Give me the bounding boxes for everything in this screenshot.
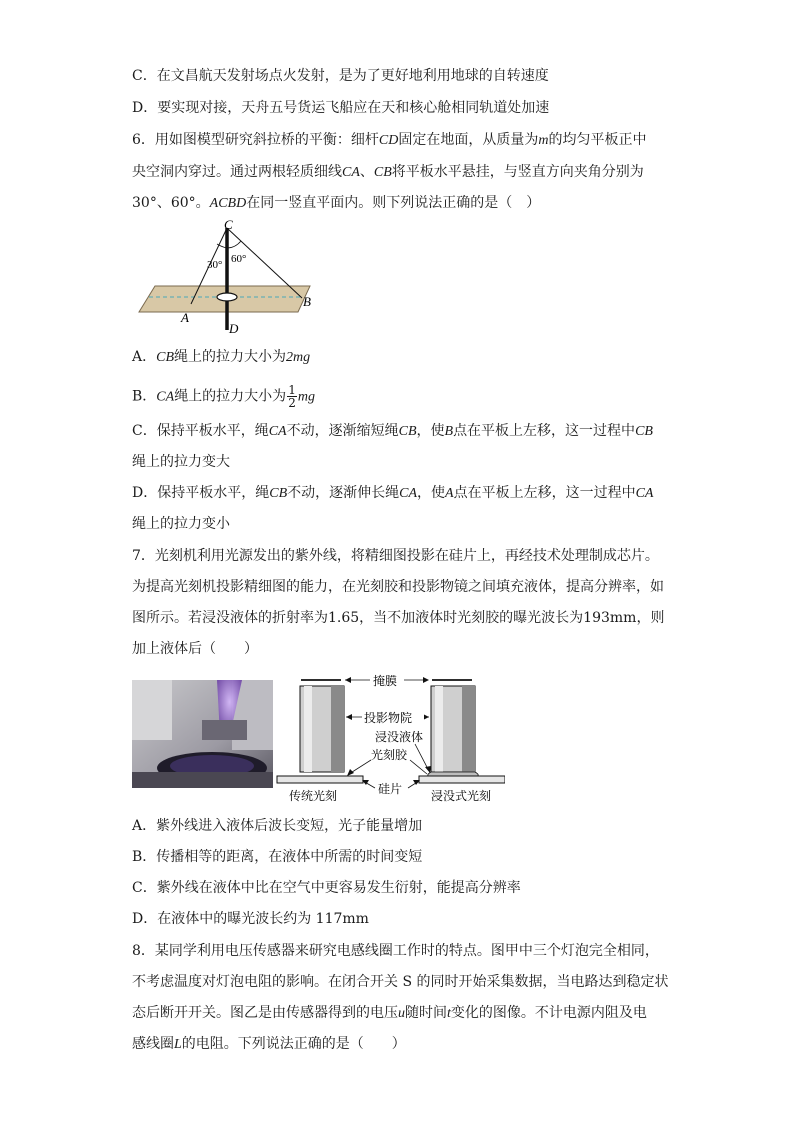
q6-stem-line1: 6．用如图模型研究斜拉桥的平衡：细杆CD固定在地面，从质量为m的均匀平板正中	[132, 132, 647, 148]
wafer-left	[277, 776, 363, 783]
label-30deg: 30°	[207, 259, 223, 271]
q7-stem-line4: 加上液体后（ ）	[132, 641, 258, 657]
lithography-photo	[132, 680, 273, 788]
q6-option-c-line2: 绳上的拉力变大	[132, 454, 230, 470]
option-d-prev: D．要实现对接，天舟五号货运飞船应在天和核心舱相同轨道处加速	[132, 100, 550, 116]
q8-stem-line1: 8．某同学利用电压传感器来研究电感线圈工作时的特点。图甲中三个灯泡完全相同，	[132, 943, 659, 959]
q6-bridge-diagram	[135, 218, 325, 340]
q6-option-d-line1: D．保持平板水平，绳CB不动，逐渐伸长绳CA，使A点在平板上左移，这一过程中CA	[132, 485, 654, 501]
label-wafer: 硅片	[378, 782, 403, 796]
caption-immersion: 浸没式光刻	[431, 789, 492, 803]
caption-traditional: 传统光刻	[289, 789, 338, 803]
label-60deg: 60°	[231, 253, 247, 265]
q6-option-b: B．CA绳上的拉力大小为 $\frac{1}{2}$ mg	[132, 383, 315, 410]
q8-stem-line4: 感线圈L的电阻。下列说法正确的是（ ）	[132, 1036, 406, 1052]
label-photoresist: 光刻胶	[371, 748, 408, 762]
fraction-one-half: $\frac{1}{2}$	[288, 383, 296, 410]
label-mask: 掩膜	[373, 674, 398, 688]
immersion-lithography-diagram	[275, 670, 505, 805]
angle-arc-60	[227, 241, 241, 248]
q6-option-d-line2: 绳上的拉力变小	[132, 516, 230, 532]
wafer-right	[419, 776, 505, 783]
q6-option-a: A．CB绳上的拉力大小为2mg	[132, 349, 311, 365]
q6-stem-line2: 央空洞内穿过。通过两根轻质细线CA、CB将平板水平悬挂，与竖直方向夹角分别为	[132, 164, 644, 180]
plate-hole	[217, 293, 237, 301]
q7-option-b: B．传播相等的距离，在液体中所需的时间变短	[132, 849, 423, 865]
q7-option-c: C．紫外线在液体中比在空气中更容易发生衍射，能提高分辨率	[132, 880, 521, 896]
label-c: C	[224, 218, 233, 232]
label-lens: 投影物院	[364, 711, 413, 725]
option-c-prev: C．在文昌航天发射场点火发射，是为了更好地利用地球的自转速度	[132, 68, 549, 84]
q8-stem-line3: 态后断开开关。图乙是由传感器得到的电压u随时间t变化的图像。不计电源内阻及电	[132, 1005, 647, 1021]
q7-stem-line3: 图所示。若浸没液体的折射率为1.65，当不加液体时光刻胶的曝光波长为193mm，则	[132, 610, 665, 626]
q7-stem-line2: 为提高光刻机投影精细图的能力，在光刻胶和投影物镜之间填充液体，提高分辨率，如	[132, 579, 664, 595]
q7-stem-line1: 7．光刻机利用光源发出的紫外线，将精细图投影在硅片上，再经技术处理制成芯片。	[132, 548, 659, 564]
immersion-liquid	[428, 772, 478, 776]
label-a: A	[181, 310, 189, 325]
q8-stem-line2: 不考虑温度对灯泡电阻的影响。在闭合开关 S 的同时开始采集数据，当电路达到稳定状	[132, 974, 669, 990]
label-d: D	[229, 321, 239, 336]
q6-option-c-line1: C．保持平板水平，绳CA不动，逐渐缩短绳CB，使B点在平板上左移，这一过程中CB	[132, 423, 653, 439]
q7-option-d: D．在液体中的曝光波长约为 117mm	[132, 911, 369, 927]
label-b: B	[303, 294, 311, 309]
q6-stem-line3: 30°、60°。ACBD在同一竖直平面内。则下列说法正确的是（ ）	[132, 195, 541, 211]
label-immersion-liquid: 浸没液体	[375, 730, 424, 744]
q7-option-a: A．紫外线进入液体后波长变短，光子能量增加	[132, 818, 423, 834]
